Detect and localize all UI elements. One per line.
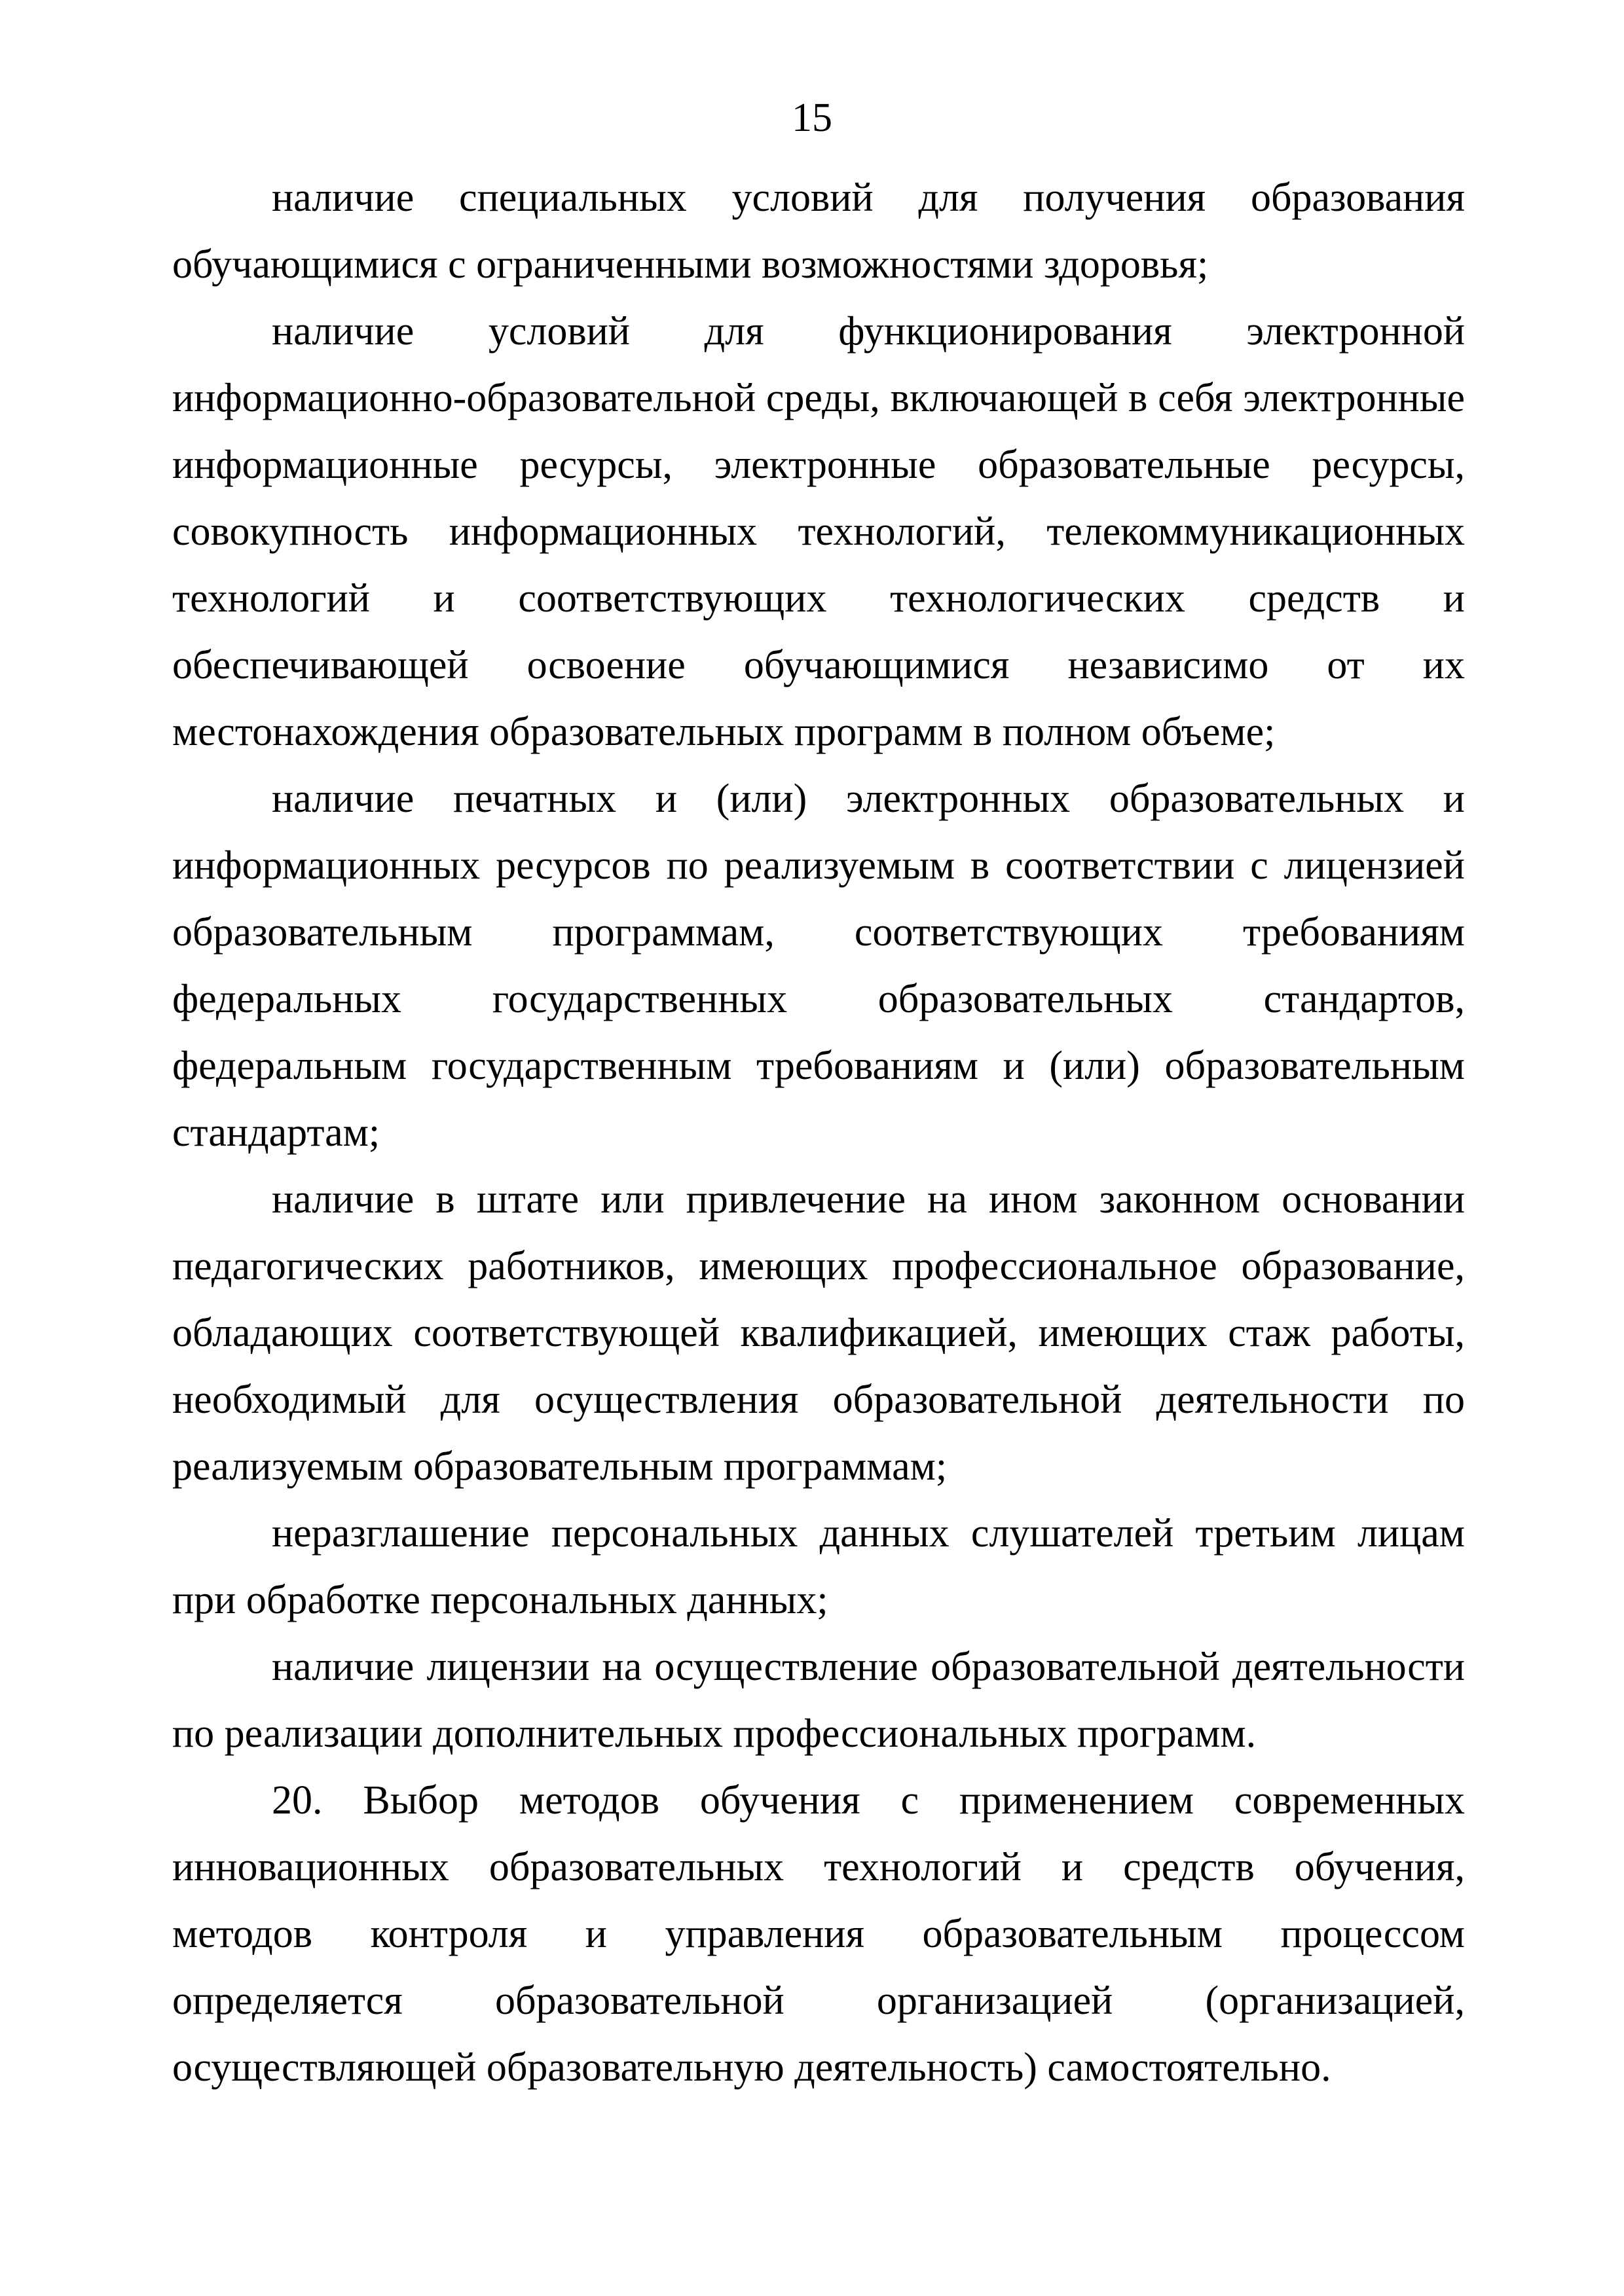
paragraph-item-20: 20. Выбор методов обучения с применением современных инновационных образовательных технологий и средств обучения, методов контроля и управления образовательным процессом определяется образовательной организацией (организацией, осуществляющей образовательную деятельность) самостоятельно. <box>172 1778 1465 2090</box>
paragraph-special-conditions: наличие специальных условий для получения образования обучающимися с ограниченными возможностями здоровья; <box>172 175 1465 287</box>
page-number: 15 <box>792 96 832 140</box>
document-body <box>172 164 1465 2101</box>
paragraph-electronic-environment: наличие условий для функционирования электронной информационно-образовательной среды, включающей в себя электронные информационные ресурсы, электронные образовательные ресурсы, совокупность информационных технологий, телекоммуникационных технологий и соответствующих технологических средств и обеспечивающей освоение обучающимися независимо от их местонахождения образовательных программ в полном объеме; <box>172 309 1465 754</box>
paragraph-printed-resources: наличие печатных и (или) электронных образовательных и информационных ресурсов по реализуемым в соответствии с лицензией образовательным программам, соответствующих требованиям федеральных государственных образовательных стандартов, федеральным государственным требованиям и (или) образовательным стандартам; <box>172 776 1465 1155</box>
paragraph-license: наличие лицензии на осуществление образовательной деятельности по реализации дополнительных профессиональных программ. <box>172 1645 1465 1756</box>
paragraph-teaching-staff: наличие в штате или привлечение на ином законном основании педагогических работников, имеющих профессиональное образование, обладающих соответствующей квалификацией, имеющих стаж работы, необходимый для осуществления образовательной деятельности по реализуемым образовательным программам; <box>172 1177 1465 1489</box>
paragraph-personal-data: неразглашение персональных данных слушателей третьим лицам при обработке персональных данных; <box>172 1511 1465 1622</box>
